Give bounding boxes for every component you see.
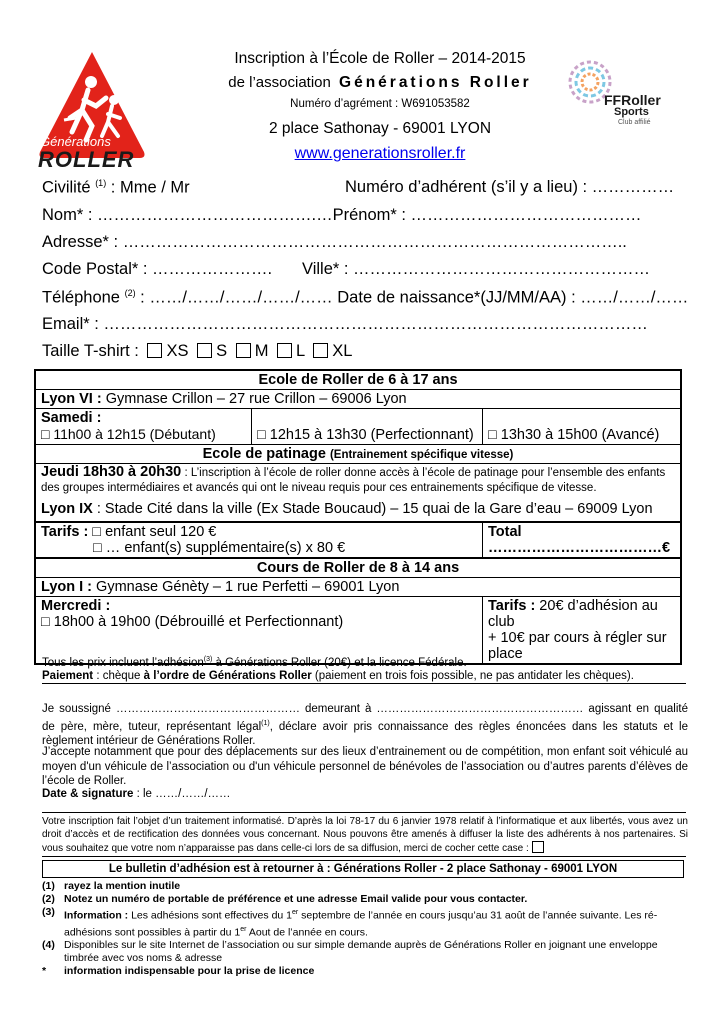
samedi-slot2-cell[interactable]: □ 12h15 à 13h30 (Perfectionnant)	[252, 409, 483, 445]
date-signature-label: Date & signature	[42, 788, 134, 800]
ffroller-line3: Club affilié	[618, 119, 651, 126]
tarifs-label: Tarifs :	[41, 524, 89, 540]
slot-debutant: □ 11h00 à 12h15 (Débutant)	[41, 426, 216, 442]
footnote-3-sup1: er	[292, 909, 299, 916]
samedi-label: Samedi :	[41, 410, 102, 426]
lyon1-address: Gymnase Génèty – 1 rue Perfetti – 69001 Lyon	[92, 579, 400, 595]
tarif-par-cours: + 10€ par cours à régler sur place	[488, 630, 667, 662]
size-s-label: S	[216, 342, 228, 360]
tarif-supplementaire[interactable]: □ … enfant(s) supplémentaire(s) x 80 €	[93, 540, 346, 556]
footnote-2	[42, 893, 688, 906]
prix-sup: (3)	[203, 656, 213, 663]
ffroller-line1: FFRoller	[604, 92, 661, 108]
tarif-adhesion-club: 20€ d’adhésion au club	[488, 598, 658, 630]
cnil-text: Votre inscription fait l’objet d’un traitement informatisé. D’après la loi 78-17 du 6 janvier 1978 relatif à l’informatique et aux libertés, vous avez un droit d’accès et de rectification des données vous concernant. Nous pouvons être amenés à diffuser la liste des adhérents à nos partenaires. Si vous souhaitez que votre nom n’apparaisse pas dans celle-ci lors de sa diffusion, merci de cocher cette case :	[42, 816, 688, 854]
mercredi-slot: □ 18h00 à 19h00 (Débrouillé et Perfectionnant)	[41, 614, 344, 630]
samedi-slot3-cell[interactable]: □ 13h30 à 15h00 (Avancé)	[483, 409, 682, 445]
tshirt-label: Taille T-shirt :	[42, 342, 139, 360]
retour-box: Le bulletin d’adhésion est à retourner à : Générations Roller - 2 place Sathonay - 69001 LYON	[42, 860, 684, 878]
tarifs-cours-label: Tarifs :	[488, 598, 536, 614]
website-link[interactable]: www.generationsroller.fr	[294, 145, 466, 162]
size-m-checkbox[interactable]	[236, 343, 251, 358]
lyon9-address: : Stade Cité dans la ville (Ex Stade Boucaud) – 15 quai de la Gare d’eau – 69009 Lyon	[92, 501, 653, 517]
jeudi-label: Jeudi 18h30 à 20h30	[41, 464, 182, 480]
total-cell[interactable]: Total ………………………………€	[483, 522, 682, 558]
date-signature[interactable]	[42, 787, 688, 802]
paiement-note	[42, 670, 686, 684]
lyon9-label: Lyon IX	[41, 501, 93, 517]
lyon1-row	[35, 578, 681, 597]
footnote-1-key: (1)	[42, 880, 55, 892]
telephone-sup: (2)	[124, 288, 136, 298]
generations-roller-logo	[36, 48, 148, 172]
paiement-text: : chèque	[93, 670, 144, 682]
size-l-label: L	[296, 342, 305, 360]
telephone-label: Téléphone	[42, 288, 120, 307]
prix-rest: à Générations Roller (20€) et la licence Fédérale.	[212, 656, 467, 669]
assoc-prefix: de l’association	[228, 74, 331, 91]
prix-note	[42, 656, 467, 669]
logo-text-line1: Générations	[40, 134, 111, 149]
samedi-slot1-cell[interactable]	[35, 409, 252, 445]
date-signature-value: : le ……/……/……	[133, 788, 231, 800]
declaration-sup: (1)	[261, 719, 270, 727]
declaration-text1: Je soussigné ………………………………………… demeurant à ……………………………………………… agissant en qualité de père, mère, tuteur, représentant légal	[42, 703, 688, 733]
ville-field[interactable]: Ville* : ………………………………………………	[302, 260, 651, 278]
footnote-4-text: Disponibles sur le site Internet de l’association ou sur simple demande auprès de Générations Roller en joignant une enveloppe timbrée avec vos noms & adresse	[64, 939, 658, 964]
ffroller-line2: Sports	[614, 106, 649, 118]
cnil-checkbox[interactable]	[532, 841, 544, 853]
footnote-2-text: Notez un numéro de portable de préférence et une adresse Email valide pour vous contacter.	[64, 893, 528, 905]
footnote-star-key: *	[42, 965, 47, 977]
agrement-number: Numéro d’agrément : W691053582	[290, 98, 470, 110]
code-postal-field[interactable]: Code Postal* : ………………….	[42, 260, 273, 278]
lyon9-row	[41, 502, 675, 517]
footnote-star	[42, 965, 688, 978]
mercredi-label: Mercredi :	[41, 598, 111, 614]
declaration-text2: , déclare avoir pris connaissance des règles énoncées dans les statuts et le règlement intérieur de Générations Roller.	[42, 720, 688, 747]
civilite-field[interactable]	[42, 178, 190, 198]
tarifs-cours-cell	[483, 597, 682, 665]
tshirt-size-row	[42, 342, 352, 361]
footnote-3-sup2: er	[240, 925, 247, 933]
lyon6-row	[35, 390, 681, 409]
patinage-title	[35, 445, 681, 464]
patinage-title-text: Ecole de patinage	[202, 446, 326, 462]
schedule-table	[34, 369, 682, 665]
civilite-sup: (1)	[95, 178, 107, 188]
footnote-3-text3: Aout de l’année en cours.	[246, 926, 368, 938]
footnotes	[42, 880, 688, 978]
prix-text: Tous les prix incluent l’adhésion	[42, 656, 204, 669]
assoc-line	[150, 74, 610, 92]
size-s-checkbox[interactable]	[197, 343, 212, 358]
acceptation-paragraph: J’accepte notamment que pour des déplacements sur des lieux d’entrainement ou de compétition, mon enfant soit véhiculé au moyen d'un véhicule de l’association ou d'un véhicule personnel de bénévoles de l’association ou d’autres parents d’élèves de l’école de Roller.	[42, 746, 688, 787]
size-xs-label: XS	[166, 342, 189, 360]
paiement-ordre: à l’ordre de Générations Roller	[143, 670, 312, 682]
telephone-field[interactable]	[42, 288, 688, 308]
footnote-3	[42, 906, 688, 939]
adresse-field[interactable]: Adresse* : ………………………………………………………………………………..	[42, 233, 627, 251]
numero-adherent-field[interactable]: Numéro d’adhérent (s’il y a lieu) : ……………	[345, 178, 675, 196]
cours-title: Cours de Roller de 8 à 14 ans	[35, 558, 681, 578]
lyon1-label: Lyon I :	[41, 579, 93, 595]
footnote-3-key: (3)	[42, 906, 55, 918]
nom-prenom-field[interactable]: Nom* : ………………………………….…Prénom* : ……………………………………	[42, 206, 642, 224]
declaration-paragraph	[42, 702, 688, 748]
footnote-3-text1: Les adhésions sont effectives du 1	[128, 909, 293, 922]
size-m-label: M	[254, 342, 269, 360]
tarifs-cell	[35, 522, 483, 558]
patinage-subtitle: (Entrainement spécifique vitesse)	[329, 449, 514, 461]
tarif-enfant-seul[interactable]: □ enfant seul 120 €	[88, 524, 217, 540]
footnote-2-key: (2)	[42, 893, 55, 905]
assoc-name: Générations Roller	[339, 74, 532, 91]
footnote-3-label: Information :	[64, 909, 129, 922]
footnote-4-key: (4)	[42, 939, 55, 951]
paiement-rest: (paiement en trois fois possible, ne pas antidater les chèques).	[311, 670, 634, 682]
logo-text-line2: ROLLER	[38, 147, 135, 172]
footnote-1	[42, 880, 688, 893]
cnil-paragraph	[42, 815, 688, 855]
footnote-star-text: information indispensable pour la prise de licence	[64, 965, 315, 977]
size-xs-checkbox[interactable]	[147, 343, 162, 358]
email-field[interactable]: Email* : ………………………………………………………………………………………	[42, 315, 648, 333]
cnil-separator-bottom	[42, 856, 686, 857]
title-line: Inscription à l’École de Roller – 2014-2015	[234, 50, 526, 67]
jeudi-text: : L’inscription à l’école de roller donne accès à l’école de patinage pour l’ensemble des enfants des groupes intermédiaires et avancés qui ont le niveau requis pour ces entrainements spécifique de vitesse.	[41, 467, 666, 494]
civilite-options: : Mme / Mr	[110, 178, 190, 197]
size-l-checkbox[interactable]	[277, 343, 292, 358]
civilite-label: Civilité	[42, 178, 91, 197]
paiement-label: Paiement	[42, 670, 94, 682]
lyon6-label: Lyon VI :	[41, 391, 102, 407]
ecole-title: Ecole de Roller de 6 à 17 ans	[35, 370, 681, 390]
cnil-separator	[42, 812, 686, 813]
lyon6-address: Gymnase Crillon – 27 rue Crillon – 69006 Lyon	[101, 391, 407, 407]
club-address: 2 place Sathonay - 69001 LYON	[268, 120, 492, 137]
size-xl-label: XL	[332, 342, 353, 360]
mercredi-cell[interactable]	[35, 597, 483, 665]
jeudi-cell	[35, 464, 681, 523]
size-xl-checkbox[interactable]	[313, 343, 328, 358]
footnote-3-text2: septembre de l’année en cours jusqu’au 31 août de l’année suivante. Les ré-adhésions sont possibles à partir du 1	[64, 909, 658, 938]
footnote-4	[42, 939, 688, 965]
telephone-date-fields: : ……/……/……/……/…… Date de naissance*(JJ/MM/AA) : ……/……/……	[140, 288, 689, 307]
footnote-1-text: rayez la mention inutile	[64, 880, 181, 892]
